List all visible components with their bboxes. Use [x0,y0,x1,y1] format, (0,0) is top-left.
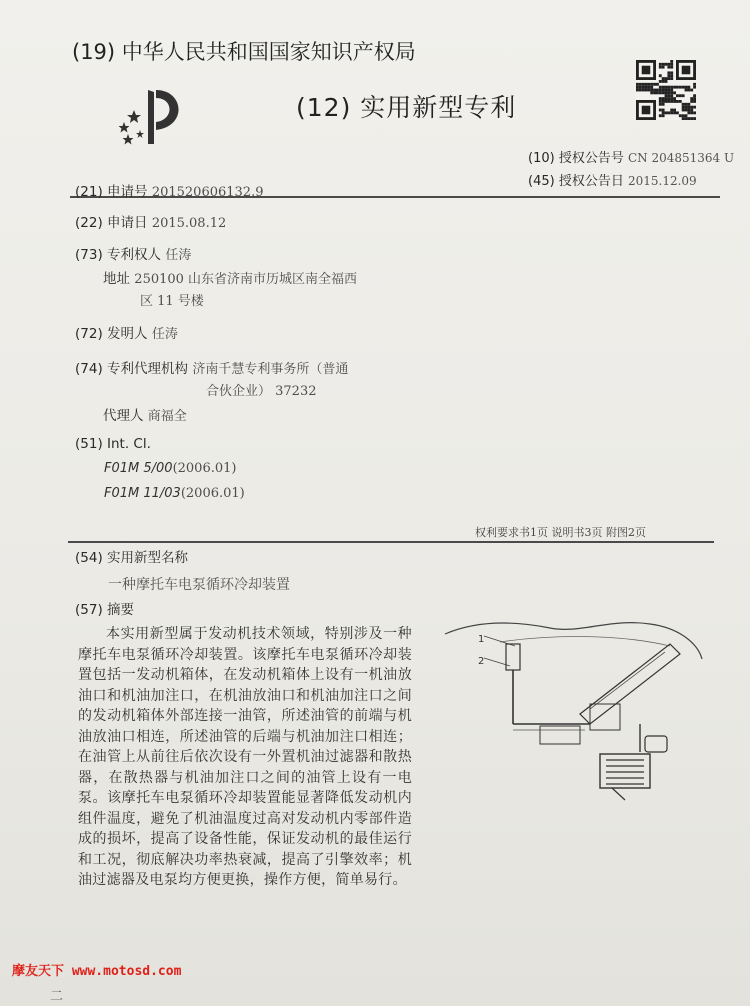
qr-module [659,100,662,103]
address-continued [140,290,204,309]
engine-diagonal-body-inner [590,652,665,709]
qr-module [679,100,682,103]
qr-module [667,86,670,89]
qr-module [693,111,696,114]
qr-module [645,86,648,89]
qr-module [645,83,648,86]
qr-module [679,86,682,89]
qr-module [665,80,668,83]
qr-module [682,109,685,112]
qr-module [690,117,693,120]
qr-module [682,66,691,75]
publication-date-label: (45) 授权公告日 [528,174,624,189]
logo-p-stroke [148,90,154,144]
patent-agency-continued [206,380,317,399]
drawing-label-2: 2 [478,656,485,667]
qr-module [682,117,685,120]
watermark: 摩友天下 www.motosd.com [12,964,182,979]
page-count: 权利要求书1页 说明书3页 附图2页 [475,526,646,539]
qr-module [665,111,668,114]
qr-module [659,74,662,77]
qr-module [667,97,670,100]
qr-module [659,114,662,117]
qr-module [645,89,648,92]
oil-filter [540,726,580,744]
qr-module [676,94,679,97]
qr-module [670,71,673,74]
qr-module [665,89,668,92]
qr-module [650,89,653,92]
qr-module [662,103,665,106]
qr-module [659,109,662,112]
application-date-value: 2015.08.12 [151,216,227,231]
publication-date [528,170,697,189]
qr-module [673,111,676,114]
qr-module [685,86,688,89]
qr-module [647,83,650,86]
qr-module [676,111,679,114]
qr-module [650,86,653,89]
qr-module [653,83,656,86]
qr-module [670,89,673,92]
utility-model-title: 一种摩托车电泵循环冷却装置 [108,577,290,593]
qr-module [687,111,690,114]
qr-module [667,66,670,69]
qr-module [687,103,690,106]
qr-module [667,63,670,66]
qr-module [642,106,651,115]
qr-module [659,63,662,66]
engine-diagonal-body [580,644,680,724]
ipc-class-1-date: (2006.01) [172,461,237,476]
qr-module [659,80,662,83]
qr-module [667,91,670,94]
qr-module [665,91,668,94]
qr-module [687,89,690,92]
patent-agency-label: (74) 专利代理机构 [75,361,189,377]
qr-module [685,117,688,120]
qr-module [679,114,682,117]
qr-module [656,91,659,94]
qr-module [670,94,673,97]
qr-module [685,109,688,112]
qr-module [636,83,639,86]
logo-star-2 [119,122,130,133]
qr-module [667,94,670,97]
qr-module [656,83,659,86]
qr-module [662,100,665,103]
qr-module [650,83,653,86]
qr-module [653,91,656,94]
qr-module [662,66,665,69]
qr-module [690,106,693,109]
qr-module [682,86,685,89]
qr-module [676,100,679,103]
qr-module [665,77,668,80]
ipc-class-1 [104,461,236,476]
logo-p-bowl [156,90,179,130]
qr-module [667,71,670,74]
qr-module [639,83,642,86]
qr-module [670,109,673,112]
qr-module [685,103,688,106]
qr-module [662,111,665,114]
qr-module [693,86,696,89]
qr-module [693,83,696,86]
logo-star-3 [123,134,134,145]
qr-module [670,97,673,100]
qr-module [670,86,673,89]
address-line-2: 区 11 号楼 [140,294,204,309]
qr-module [642,66,651,75]
logo-star-4 [136,130,144,138]
office-name: (19) 中华人民共和国国家知识产权局 [72,40,416,64]
int-cl [75,436,151,452]
qr-module [693,106,696,109]
qr-module [659,86,662,89]
qr-module [687,86,690,89]
patent-agency-line-1: 济南千慧专利事务所（普通 [192,362,349,377]
int-cl-label: (51) Int. Cl. [75,436,151,452]
qr-module [690,111,693,114]
section-rule [68,541,714,543]
qr-module [667,74,670,77]
inventor-value: 任涛 [151,327,178,342]
publication-number [528,147,734,166]
qr-module [659,97,662,100]
cooling-block [590,704,620,730]
qr-module [673,109,676,112]
qr-module [673,100,676,103]
qr-module [662,114,665,117]
agent-value: 商福全 [147,409,187,424]
qr-module [670,74,673,77]
qr-module [693,94,696,97]
qr-module [693,117,696,120]
ipc-class-2-code: F01M 11/03 [104,486,181,501]
qr-module [659,91,662,94]
qr-module [653,89,656,92]
qr-module [670,60,673,63]
application-number-value: 201520606132.9 [151,185,264,200]
address [103,267,357,287]
qr-module [682,106,685,109]
qr-module [662,97,665,100]
application-date [75,211,226,231]
qr-module [693,100,696,103]
patent-agency-line-2: 合伙企业） 37232 [206,384,317,399]
qr-module [662,77,665,80]
patent-drawing [440,614,710,814]
radiator-fins [606,760,644,784]
qr-module [662,80,665,83]
electric-pump [645,736,667,752]
agent-label: 代理人 [103,408,144,424]
abstract-text: 本实用新型属于发动机技术领域，特别涉及一种摩托车电泵循环冷却装置。该摩托车电泵循环冷却装置包括一发动机箱体，在发动机箱体上设有一机油放油口和机油加注口，在机油放油口和机油加注口之间的发动机箱体外部连接一油管，所述油管的前端与机油放油口相连，所述油管的后端与机油加注口相连；在油管上从前往后依次设有一外置机油过滤器和散热器，在散热器与机油加注口之间的油管上设有一电泵。该摩托车电泵循环冷却装置能显著降低发动机内组件温度，避免了机油温度过高对发动机内零部件造成的损坏，提高了设备性能，保证发动机的最佳运行和工况，彻底解决功率热衰减，提高了引擎效率；机油过滤器及电泵均方便更换，操作方便，简单易行。 [78,626,412,888]
qr-module [642,86,645,89]
logo-star-1 [127,110,141,123]
qr-module [665,94,668,97]
qr-module [659,103,662,106]
qr-module [667,111,670,114]
qr-module [685,114,688,117]
publication-number-value: CN 204851364 U [627,151,735,165]
qr-module [647,86,650,89]
publication-number-label: (10) 授权公告号 [528,151,624,166]
qr-module [682,103,685,106]
qr-module [670,63,673,66]
qr-module [665,86,668,89]
qr-module [682,94,685,97]
qr-module [690,100,693,103]
qr-module [679,94,682,97]
qr-module [665,100,668,103]
radiator [600,754,650,788]
application-date-label: (22) 申请日 [75,215,148,231]
qr-module [682,114,685,117]
qr-module [667,89,670,92]
qr-module [642,83,645,86]
qr-module [662,86,665,89]
qr-module [670,66,673,69]
qr-module [647,89,650,92]
publication-date-value: 2015.12.09 [627,174,697,188]
patentee-value: 任涛 [165,248,192,263]
qr-module [673,97,676,100]
footer-mark: 二 [50,989,64,1004]
qr-module [687,117,690,120]
qr-module [665,63,668,66]
qr-module [662,89,665,92]
patentee [75,243,191,263]
qr-module [690,109,693,112]
patentee-label: (73) 专利权人 [75,247,162,263]
qr-module [662,91,665,94]
qr-module [685,106,688,109]
qr-module [670,100,673,103]
document-type: (12) 实用新型专利 [296,93,517,122]
patent-agency [75,357,348,377]
radiator-support [612,788,625,800]
ipc-class-2 [104,486,245,501]
qr-module [636,86,639,89]
qr-module [659,89,662,92]
qr-module [670,77,673,80]
ipc-class-1-code: F01M 5/00 [104,461,173,476]
qr-module [693,97,696,100]
sipo-logo [114,82,190,148]
abstract-label: (57) 摘要 [75,602,135,618]
application-number-label: (21) 申请号 [75,184,148,200]
utility-model-title-label: (54) 实用新型名称 [75,550,189,566]
qr-module [670,91,673,94]
qr-module [670,111,673,114]
qr-module [656,89,659,92]
qr-module [659,66,662,69]
agent [103,404,187,424]
engine-inner-outline [500,637,670,647]
drain-port-block [506,644,520,670]
qr-module [639,89,642,92]
qr-module [685,89,688,92]
qr-module [673,86,676,89]
qr-module [687,106,690,109]
qr-module [665,97,668,100]
qr-module [642,89,645,92]
qr-module [650,91,653,94]
qr-module [639,86,642,89]
inventor [75,322,178,342]
qr-module [667,100,670,103]
address-label: 地址 [103,271,130,287]
qr-module [662,109,665,112]
qr-module [673,91,676,94]
qr-module [687,109,690,112]
inventor-label: (72) 发明人 [75,326,148,342]
application-number [75,180,263,200]
qr-module [676,86,679,89]
qr-module [636,89,639,92]
qr-module [690,97,693,100]
address-line-1: 250100 山东省济南市历城区南全福西 [134,272,358,287]
qr-module [662,63,665,66]
qr-code [636,60,696,120]
drawing-label-1: 1 [478,634,485,645]
ipc-class-2-date: (2006.01) [180,486,245,501]
qr-module [690,89,693,92]
qr-module [667,77,670,80]
